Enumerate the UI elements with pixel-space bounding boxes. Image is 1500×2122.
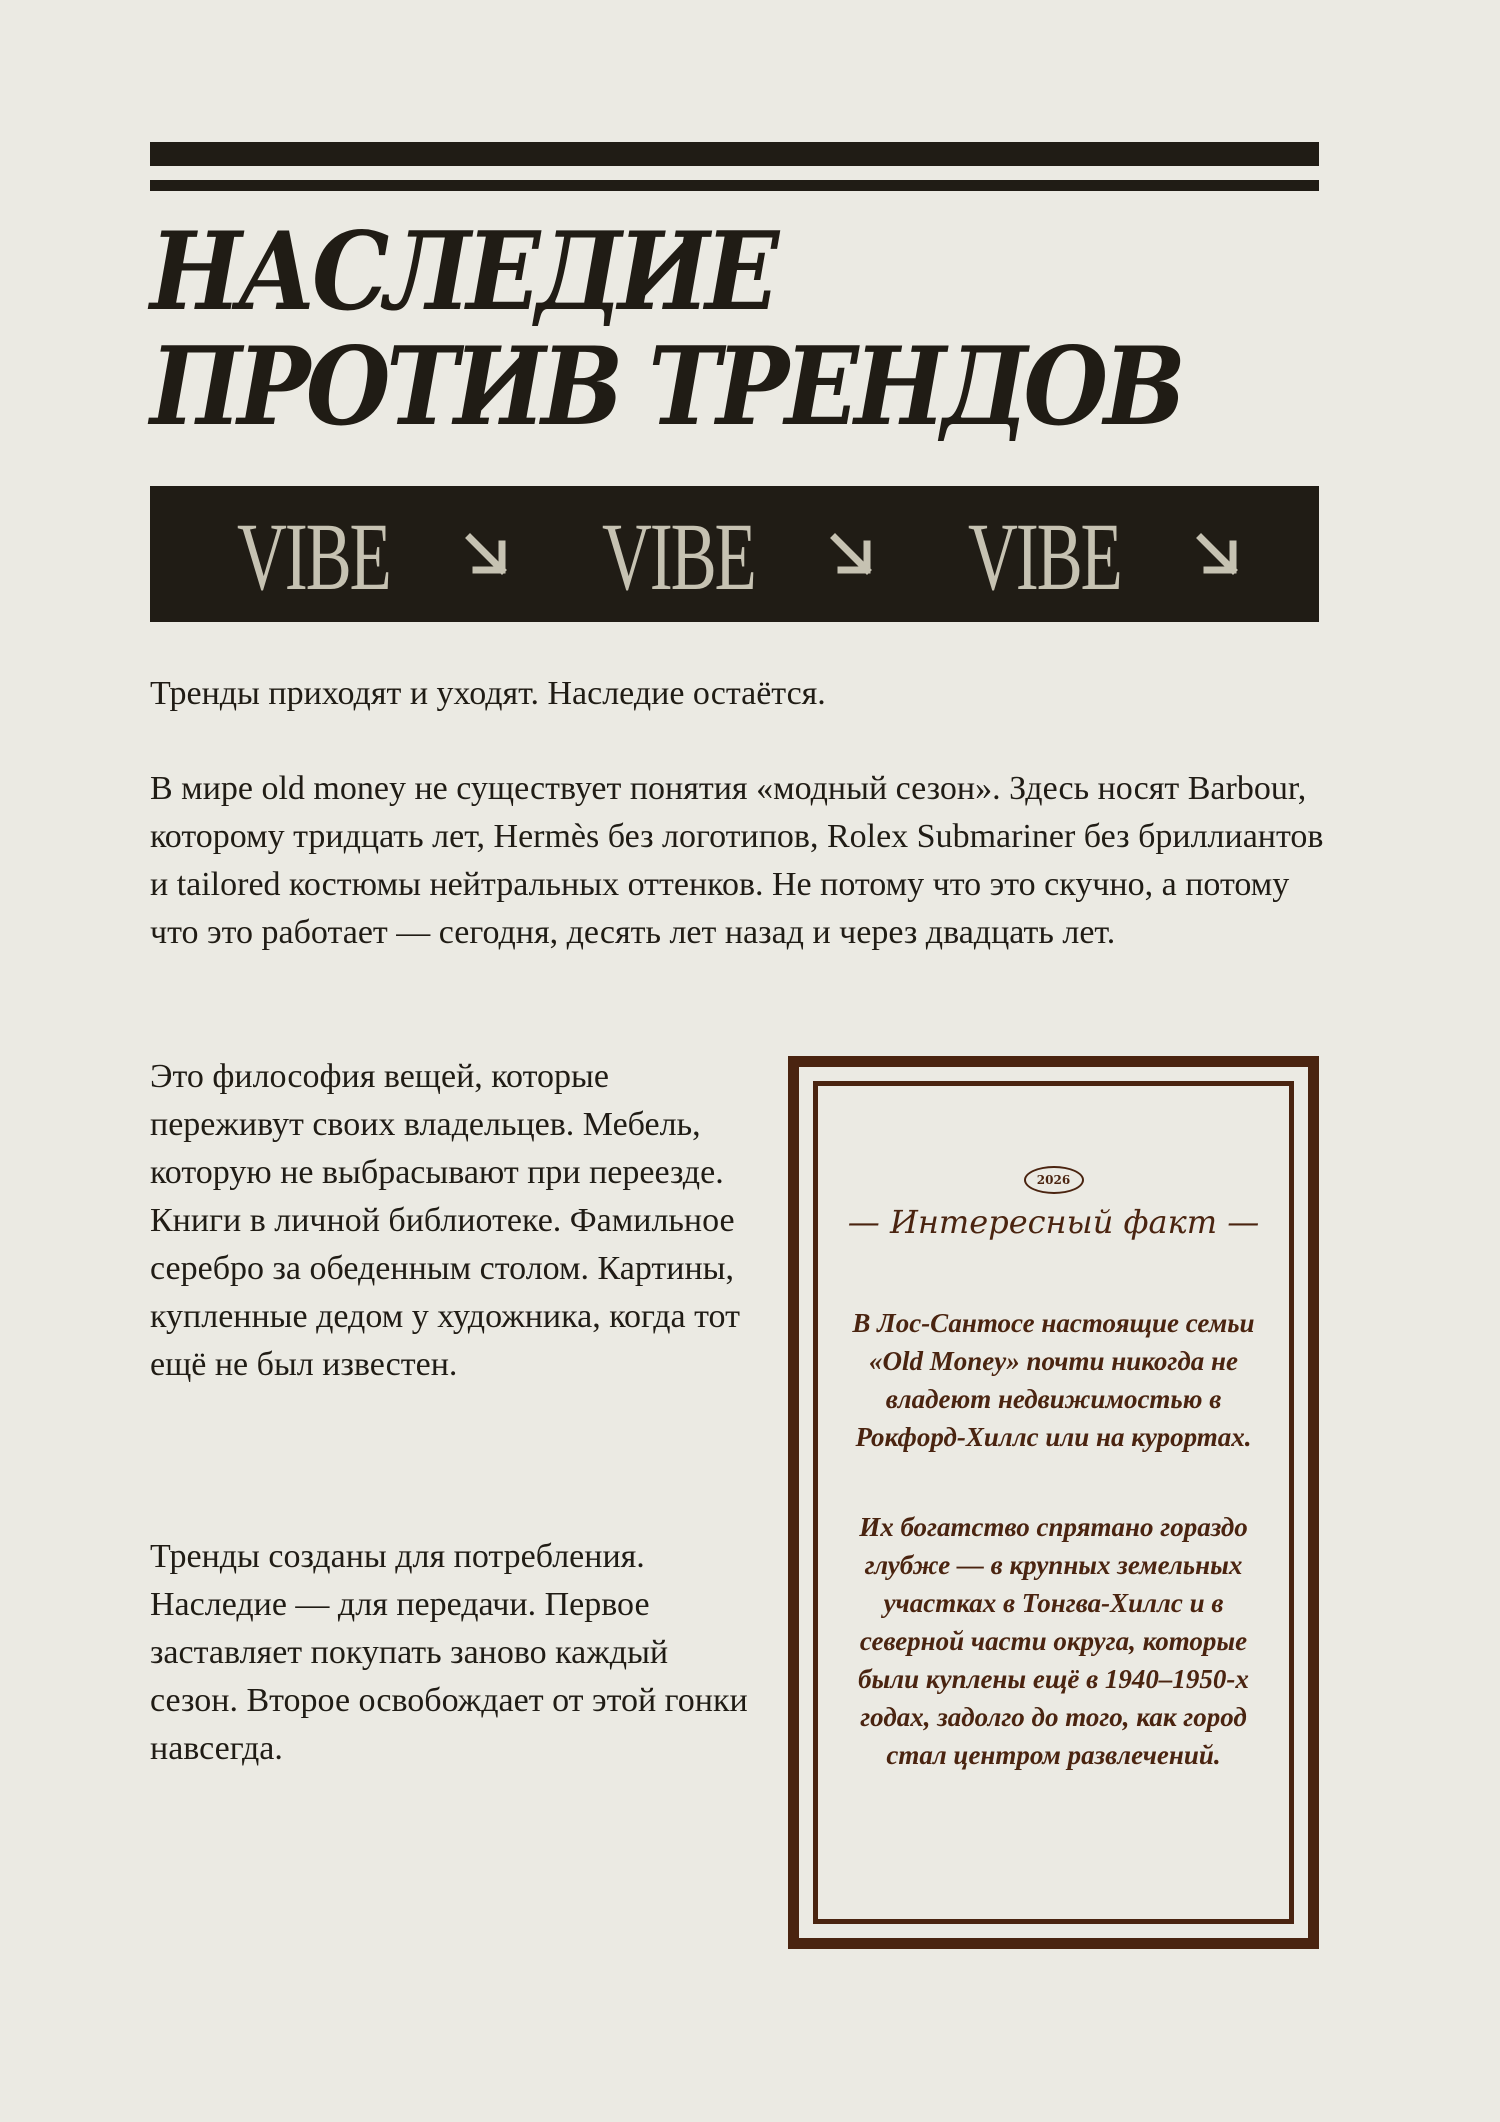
top-rule-thin [150, 180, 1319, 191]
arrow-down-right-icon [827, 530, 877, 580]
year-badge: 2026 [1024, 1166, 1084, 1194]
fact-text-2: Их богатство спрятано гораздо глубже — в крупных земельных участках в Тонгва-Хиллс и в северной части округа, которые были куплены ещё в 1940–1950-х годах, задолго до того, как город стал центром развлечений. [858, 1512, 1249, 1770]
vibe-word: VIBE [602, 503, 755, 610]
philosophy-paragraph: Это философия вещей, которые переживут своих владельцев. Мебель, которую не выбрасывают при переезде. Книги в личной библиотеке. Фамильное серебро за обеденным столом. Картины, купленные дедом у художника, когда тот ещё не был известен. [150, 1058, 740, 1383]
fact-text-1: В Лос-Сантосе настоящие семьи «Old Money» почти никогда не владеют недвижимостью в Рокфорд-Хиллс или на курортах. [852, 1308, 1255, 1452]
arrow-down-right-icon [462, 530, 512, 580]
fact-box-inner-frame [813, 1081, 1294, 1924]
vibe-banner [150, 486, 1319, 622]
intro-paragraph: Тренды приходят и уходят. Наследие остаётся. [150, 675, 826, 712]
page-title: НАСЛЕДИЕ ПРОТИВ ТРЕНДОВ [150, 209, 1182, 450]
arrow-down-right-icon [1193, 530, 1243, 580]
fact-box [788, 1056, 1319, 1949]
vibe-word: VIBE [237, 503, 390, 610]
fact-heading: — Интересный факт — [847, 1203, 1260, 1241]
conclusion-paragraph: Тренды созданы для потребления. Наследие — для передачи. Первое заставляет покупать заново каждый сезон. Второе освобождает от этой гонки навсегда. [150, 1538, 748, 1767]
old-money-paragraph: В мире old money не существует понятия «модный сезон». Здесь носят Barbour, которому тридцать лет, Hermès без логотипов, Rolex Submariner без бриллиантов и tailored костюмы нейтральных оттенков. Не потому что это скучно, а потому что это работает — сегодня, десять лет назад и через двадцать лет. [150, 770, 1324, 951]
vibe-word: VIBE [968, 503, 1121, 610]
top-rule-thick [150, 142, 1319, 166]
